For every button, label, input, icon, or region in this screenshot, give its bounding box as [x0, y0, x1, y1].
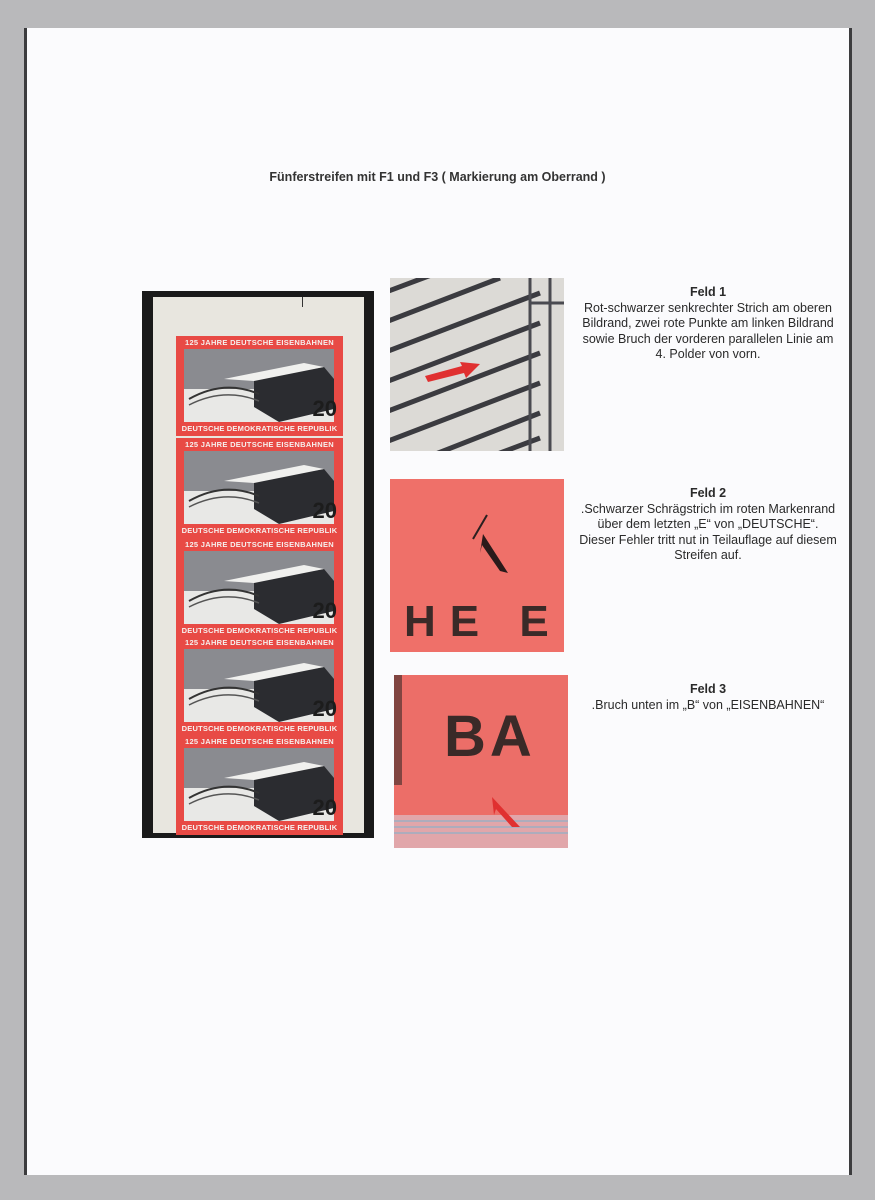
- stamp-top-text: 125 JAHRE DEUTSCHE EISENBAHNEN: [184, 737, 335, 746]
- feld3-letters: BA: [444, 704, 536, 769]
- feld2-detail-image: [390, 479, 564, 652]
- stamp-bottom-text: DEUTSCHE DEMOKRATISCHE REPUBLIK: [181, 823, 338, 832]
- stamp-picture: [184, 551, 334, 624]
- stamp-value: 20: [312, 598, 337, 623]
- stamp-bottom-text: DEUTSCHE DEMOKRATISCHE REPUBLIK: [181, 424, 338, 433]
- top-margin-marking: [302, 297, 303, 307]
- feld2-heading: Feld 2: [689, 486, 727, 500]
- feld3-text: .Bruch unten im „B“ von „EISENBAHNEN“: [591, 697, 825, 712]
- stamp: [176, 438, 343, 538]
- feld3-heading: Feld 3: [689, 682, 727, 696]
- feld1-description: [578, 285, 838, 363]
- feld1-text: Rot-schwarzer senkrechter Strich am oberen Bildrand, zwei rote Punkte am linken Bildrand sowie Bruch der vorderen parallelen Linie am 4. Polder von vorn.: [582, 300, 834, 361]
- feld3-detail-image: [394, 675, 568, 848]
- feld3-description: [578, 682, 838, 713]
- stamp-value: 20: [312, 795, 337, 820]
- stamp-value: 20: [312, 696, 337, 721]
- stamp-bottom-text: DEUTSCHE DEMOKRATISCHE REPUBLIK: [181, 724, 338, 733]
- stamp-top-text: 125 JAHRE DEUTSCHE EISENBAHNEN: [184, 440, 335, 449]
- feld1-detail-image: [390, 278, 564, 451]
- stamp: [176, 735, 343, 835]
- stamp-bottom-text: DEUTSCHE DEMOKRATISCHE REPUBLIK: [181, 526, 338, 535]
- stamp: [176, 636, 343, 736]
- page-title: Fünferstreifen mit F1 und F3 ( Markierung am Oberrand ): [269, 170, 606, 184]
- stamp-value: 20: [312, 396, 337, 421]
- stamp-top-text: 125 JAHRE DEUTSCHE EISENBAHNEN: [184, 638, 335, 647]
- stamp-value: 20: [312, 498, 337, 523]
- stamp-top-text: 125 JAHRE DEUTSCHE EISENBAHNEN: [184, 338, 335, 347]
- feld2-description: [578, 486, 838, 564]
- stamp: [176, 336, 343, 436]
- stamp-picture: [184, 748, 334, 821]
- feld2-letters: HE E: [404, 597, 563, 646]
- stamp-picture: [184, 451, 334, 524]
- stamp-top-text: 125 JAHRE DEUTSCHE EISENBAHNEN: [184, 540, 335, 549]
- stamp-bottom-text: DEUTSCHE DEMOKRATISCHE REPUBLIK: [181, 626, 338, 635]
- stamp-picture: [184, 649, 334, 722]
- feld1-heading: Feld 1: [689, 285, 727, 299]
- stamp-picture: [184, 349, 334, 422]
- stamp: [176, 538, 343, 638]
- feld2-text: .Schwarzer Schrägstrich im roten Markenrand über dem letzten „E“ von „DEUTSCHE“. Dieser Fehler tritt nut in Teilauflage auf diesem Streifen auf.: [579, 501, 837, 562]
